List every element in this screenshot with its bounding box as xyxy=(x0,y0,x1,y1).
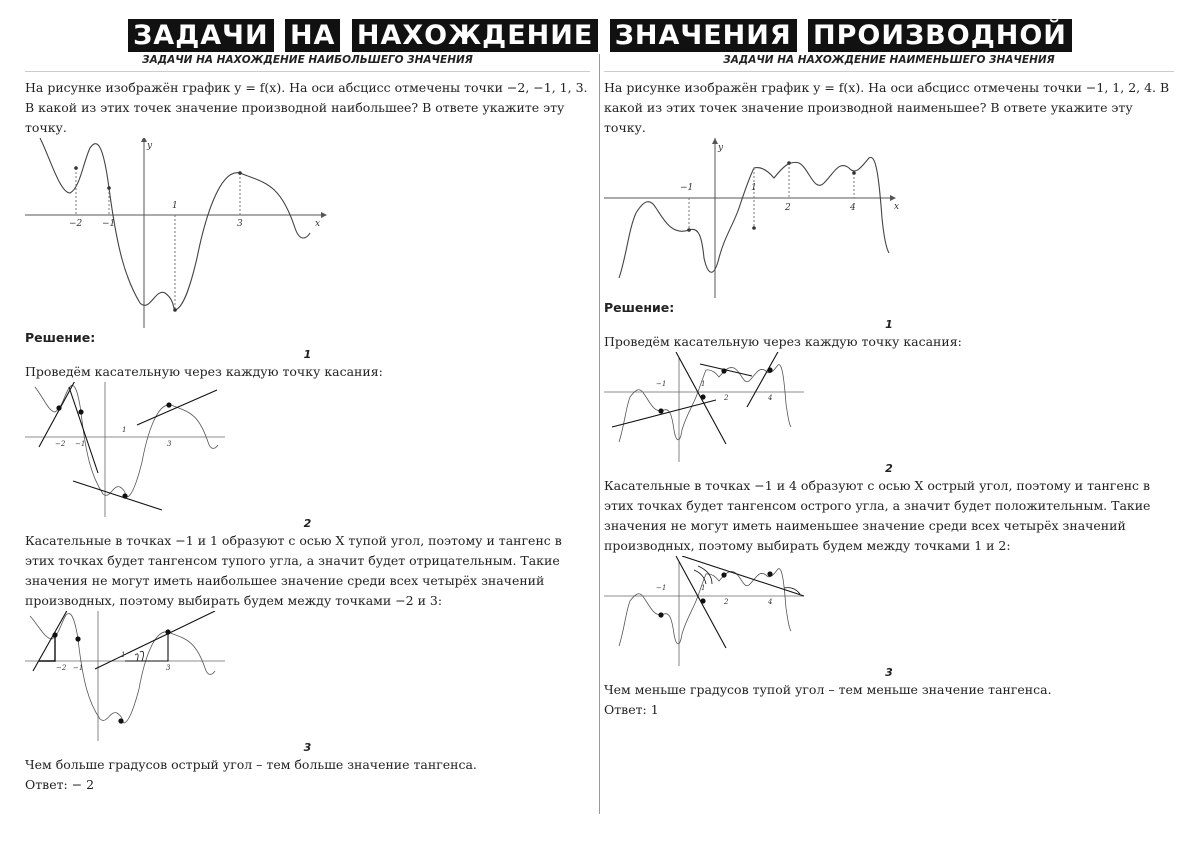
tangent-point xyxy=(52,632,57,637)
tangent-line xyxy=(73,481,162,510)
x-tick-label: 2 xyxy=(785,203,791,213)
angle-arc xyxy=(140,651,144,661)
left-step2-text: Касательные в точках −1 и 1 образуют с осью X тупой угол, поэтому и тангенс в этих точках будет тангенсом тупого угла, а значит будет отрицательным. Такие значения не могут иметь наибольшее значение среди всех четырёх значений производных, поэтому выбирать будем между точками −2 и 3: xyxy=(25,533,562,608)
x-tick-label: −1 xyxy=(102,219,116,229)
x-tick-label: 1 xyxy=(751,183,757,193)
step-number: 2 xyxy=(303,517,312,530)
x-tick-label: −1 xyxy=(656,380,667,388)
right-step1-text: Проведём касательную через каждую точку касания: xyxy=(604,334,962,349)
step-number: 3 xyxy=(303,741,312,754)
x-tick-label: 1 xyxy=(701,584,706,592)
x-tick-label: 1 xyxy=(121,651,126,659)
x-tick-label: −2 xyxy=(55,440,66,448)
step-number: 2 xyxy=(885,462,893,475)
tangent-point xyxy=(166,402,171,407)
x-axis-label: x xyxy=(315,219,321,229)
x-tick-label: 1 xyxy=(701,380,706,388)
tangent-line xyxy=(69,387,98,473)
title-word: НА xyxy=(285,19,341,52)
left-graph xyxy=(25,138,335,328)
left-solution-label: Решение: xyxy=(25,330,96,345)
tangent-point xyxy=(173,308,177,312)
x-tick-label: −1 xyxy=(656,584,667,592)
x-tick-label: 4 xyxy=(850,203,856,213)
tangent-point xyxy=(658,612,663,617)
tangent-line xyxy=(747,352,779,407)
tangent-point xyxy=(752,226,756,230)
x-axis-arrow-icon xyxy=(890,195,896,201)
column-divider xyxy=(599,54,600,814)
tangent-point xyxy=(122,493,127,498)
tangent-point xyxy=(78,409,83,414)
x-tick-label: 3 xyxy=(166,664,171,672)
y-axis-label: y xyxy=(718,143,724,153)
tangent-point xyxy=(721,368,726,373)
left-step3-text: Чем больше градусов острый угол – тем больше значение тангенса. xyxy=(25,757,477,772)
tangent-point xyxy=(56,405,61,410)
right-tangent-graph xyxy=(604,352,814,462)
x-tick-label: 4 xyxy=(768,598,773,606)
tangent-point xyxy=(118,718,123,723)
tangent-point xyxy=(687,228,691,232)
tangent-point xyxy=(75,636,80,641)
step-number: 3 xyxy=(885,666,893,679)
x-tick-label: −2 xyxy=(56,664,67,672)
tangent-point xyxy=(238,171,242,175)
x-tick-label: −1 xyxy=(75,440,86,448)
title-word: НАХОЖДЕНИЕ xyxy=(352,19,598,52)
left-column xyxy=(25,54,590,795)
x-axis-label: x xyxy=(894,202,900,212)
right-problem: На рисунке изображён график y = f(x). На оси абсцисс отмечены точки −1, 1, 2, 4. В какой из этих точек значение производной наименьшее? В ответе укажите эту точку. xyxy=(604,80,1170,135)
x-tick-label: 3 xyxy=(167,440,172,448)
tangent-point xyxy=(852,171,856,175)
tangent-point xyxy=(721,572,726,577)
x-tick-label: 2 xyxy=(724,598,729,606)
right-step2-text: Касательные в точках −1 и 4 образуют с осью X острый угол, поэтому и тангенс в этих точках будет тангенсом острого угла, а значит будет положительным. Такие значения не могут иметь наименьшее значение среди всех четырёх значений производных, поэтому выбирать будем между точками 1 и 2: xyxy=(604,478,1151,553)
y-axis-label: y xyxy=(147,141,153,151)
x-tick-label: 4 xyxy=(768,394,773,402)
right-graph xyxy=(604,138,904,298)
right-solution-label: Решение: xyxy=(604,300,675,315)
right-column xyxy=(604,54,1174,720)
left-heading: ЗАДАЧИ НА НАХОЖДЕНИЕ НАИБОЛЬШЕГО ЗНАЧЕНИЯ xyxy=(25,54,590,72)
step-number: 1 xyxy=(303,348,312,361)
tangent-point xyxy=(787,161,791,165)
right-answer: Ответ: 1 xyxy=(604,702,659,717)
left-tangent-graph xyxy=(25,382,235,517)
x-tick-label: 1 xyxy=(172,201,178,211)
page-title xyxy=(0,20,1200,51)
x-tick-label: −1 xyxy=(73,664,84,672)
title-word: ПРОИЗВОДНОЙ xyxy=(808,19,1072,52)
left-angle-graph xyxy=(25,611,235,741)
x-tick-label: 1 xyxy=(122,426,127,434)
tangent-point xyxy=(658,408,663,413)
x-tick-label: −1 xyxy=(680,183,694,193)
tangent-point xyxy=(165,629,170,634)
tangent-point xyxy=(767,571,772,576)
tangent-point xyxy=(107,186,111,190)
x-tick-label: −2 xyxy=(69,219,83,229)
tangent-point xyxy=(74,166,78,170)
x-tick-label: 2 xyxy=(724,394,729,402)
tangent-line xyxy=(137,390,217,425)
title-word: ЗАДАЧИ xyxy=(128,19,273,52)
angle-arc xyxy=(694,570,706,584)
left-answer: Ответ: − 2 xyxy=(25,777,95,792)
x-axis-arrow-icon xyxy=(321,212,327,218)
tangent-point xyxy=(767,367,772,372)
right-angle-graph xyxy=(604,556,814,666)
left-step1-text: Проведём касательную через каждую точку касания: xyxy=(25,364,383,379)
title-word: ЗНАЧЕНИЯ xyxy=(610,19,797,52)
right-step3-text: Чем меньше градусов тупой угол – тем меньше значение тангенса. xyxy=(604,682,1052,697)
left-problem: На рисунке изображён график y = f(x). На оси абсцисс отмечены точки −2, −1, 1, 3. В какой из этих точек значение производной наибольшее? В ответе укажите эту точку. xyxy=(25,80,588,135)
step-number: 1 xyxy=(885,318,893,331)
right-heading: ЗАДАЧИ НА НАХОЖДЕНИЕ НАИМЕНЬШЕГО ЗНАЧЕНИЯ xyxy=(604,54,1174,72)
tangent-line xyxy=(95,611,215,669)
tangent-point xyxy=(700,394,705,399)
tangent-point xyxy=(700,598,705,603)
x-tick-label: 3 xyxy=(237,219,243,229)
angle-arc xyxy=(135,654,138,661)
